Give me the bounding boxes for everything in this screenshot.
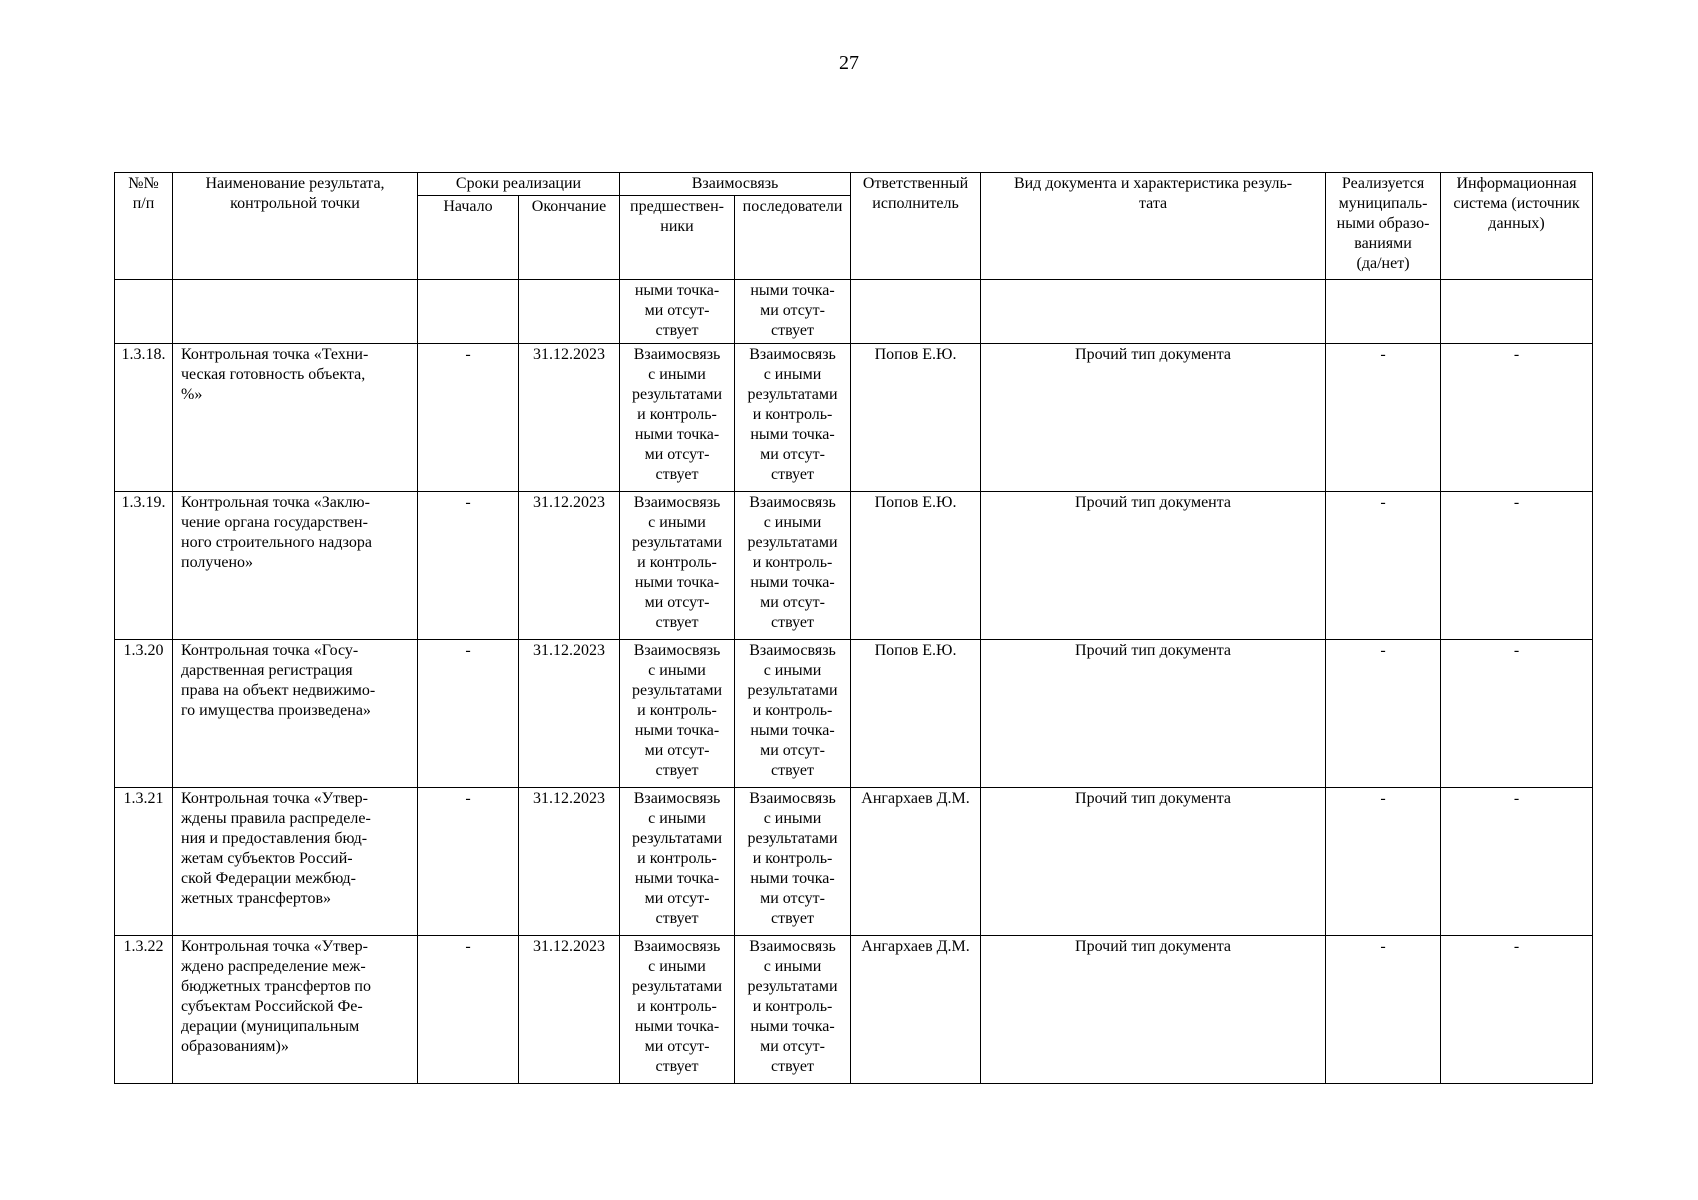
table-row (115, 640, 1593, 788)
cell-successors: Взаимосвязь с иными результатами и контроль- ными точка- ми отсут- ствует (735, 936, 851, 1084)
cell-doc-type: Прочий тип документа (981, 492, 1326, 640)
cell-num: 1.3.21 (115, 788, 173, 936)
cell-municipal: - (1326, 788, 1441, 936)
cell-name: Контрольная точка «Заклю- чение органа государствен- ного строительного надзора получено» (173, 492, 418, 640)
cell-start: - (418, 344, 519, 492)
cell-start: - (418, 492, 519, 640)
cell-start: - (418, 936, 519, 1084)
cell-municipal: - (1326, 344, 1441, 492)
cell-empty (851, 280, 981, 344)
cell-successors: Взаимосвязь с иными результатами и контроль- ными точка- ми отсут- ствует (735, 344, 851, 492)
cell-doc-type: Прочий тип документа (981, 344, 1326, 492)
cell-responsible: Попов Е.Ю. (851, 492, 981, 640)
header-num: №№ п/п (115, 173, 173, 280)
results-table (114, 172, 1593, 1084)
cell-end: 31.12.2023 (519, 936, 620, 1084)
cell-predecessors: Взаимосвязь с иными результатами и контроль- ными точка- ми отсут- ствует (620, 640, 735, 788)
cell-empty (1441, 280, 1593, 344)
header-doc-type: Вид документа и характеристика резуль- тата (981, 173, 1326, 280)
cell-empty (418, 280, 519, 344)
table-row (115, 344, 1593, 492)
cell-municipal: - (1326, 640, 1441, 788)
cell-responsible: Ангархаев Д.М. (851, 788, 981, 936)
table-row-continuation (115, 280, 1593, 344)
table-row (115, 936, 1593, 1084)
cell-doc-type: Прочий тип документа (981, 936, 1326, 1084)
header-predecessors: предшествен- ники (620, 196, 735, 280)
cell-end: 31.12.2023 (519, 344, 620, 492)
cell-predecessors: Взаимосвязь с иными результатами и контроль- ными точка- ми отсут- ствует (620, 936, 735, 1084)
cell-doc-type: Прочий тип документа (981, 788, 1326, 936)
header-responsible: Ответственный исполнитель (851, 173, 981, 280)
cell-empty (115, 280, 173, 344)
cell-num: 1.3.22 (115, 936, 173, 1084)
cell-end: 31.12.2023 (519, 640, 620, 788)
cell-successors: Взаимосвязь с иными результатами и контроль- ными точка- ми отсут- ствует (735, 640, 851, 788)
cell-info-system: - (1441, 492, 1593, 640)
header-name: Наименование результата, контрольной точки (173, 173, 418, 280)
cell-info-system: - (1441, 936, 1593, 1084)
cell-predecessors: ными точка- ми отсут- ствует (620, 280, 735, 344)
cell-empty (519, 280, 620, 344)
cell-end: 31.12.2023 (519, 788, 620, 936)
cell-start: - (418, 640, 519, 788)
cell-predecessors: Взаимосвязь с иными результатами и контроль- ными точка- ми отсут- ствует (620, 788, 735, 936)
cell-municipal: - (1326, 936, 1441, 1084)
cell-responsible: Попов Е.Ю. (851, 344, 981, 492)
cell-successors: Взаимосвязь с иными результатами и контроль- ными точка- ми отсут- ствует (735, 788, 851, 936)
header-end: Окончание (519, 196, 620, 280)
cell-end: 31.12.2023 (519, 492, 620, 640)
header-terms: Сроки реализации (418, 173, 620, 196)
cell-info-system: - (1441, 788, 1593, 936)
cell-empty (173, 280, 418, 344)
cell-empty (1326, 280, 1441, 344)
cell-predecessors: Взаимосвязь с иными результатами и контроль- ными точка- ми отсут- ствует (620, 492, 735, 640)
cell-empty (981, 280, 1326, 344)
cell-successors: Взаимосвязь с иными результатами и контроль- ными точка- ми отсут- ствует (735, 492, 851, 640)
table-row (115, 492, 1593, 640)
cell-info-system: - (1441, 640, 1593, 788)
page-number: 27 (839, 52, 859, 74)
cell-num: 1.3.19. (115, 492, 173, 640)
header-links: Взаимосвязь (620, 173, 851, 196)
header-municipal: Реализуется муниципаль- ными образо- ваниями (да/нет) (1326, 173, 1441, 280)
cell-municipal: - (1326, 492, 1441, 640)
cell-start: - (418, 788, 519, 936)
table-header (115, 173, 1593, 280)
cell-name: Контрольная точка «Госу- дарственная регистрация права на объект недвижимо- го имущества произведена» (173, 640, 418, 788)
cell-num: 1.3.18. (115, 344, 173, 492)
header-successors: последователи (735, 196, 851, 280)
cell-name: Контрольная точка «Техни- ческая готовность объекта, %» (173, 344, 418, 492)
cell-predecessors: Взаимосвязь с иными результатами и контроль- ными точка- ми отсут- ствует (620, 344, 735, 492)
cell-responsible: Попов Е.Ю. (851, 640, 981, 788)
cell-name: Контрольная точка «Утвер- ждены правила распределе- ния и предоставления бюд- жетам субъектов Россий- ской Федерации межбюд- жетных трансфертов» (173, 788, 418, 936)
header-start: Начало (418, 196, 519, 280)
header-info-system: Информационная система (источник данных) (1441, 173, 1593, 280)
table-row (115, 788, 1593, 936)
cell-responsible: Ангархаев Д.М. (851, 936, 981, 1084)
cell-doc-type: Прочий тип документа (981, 640, 1326, 788)
cell-name: Контрольная точка «Утвер- ждено распределение меж- бюджетных трансфертов по субъектам Российской Фе- дерации (муниципальным образованиям)» (173, 936, 418, 1084)
cell-info-system: - (1441, 344, 1593, 492)
cell-num: 1.3.20 (115, 640, 173, 788)
cell-successors: ными точка- ми отсут- ствует (735, 280, 851, 344)
